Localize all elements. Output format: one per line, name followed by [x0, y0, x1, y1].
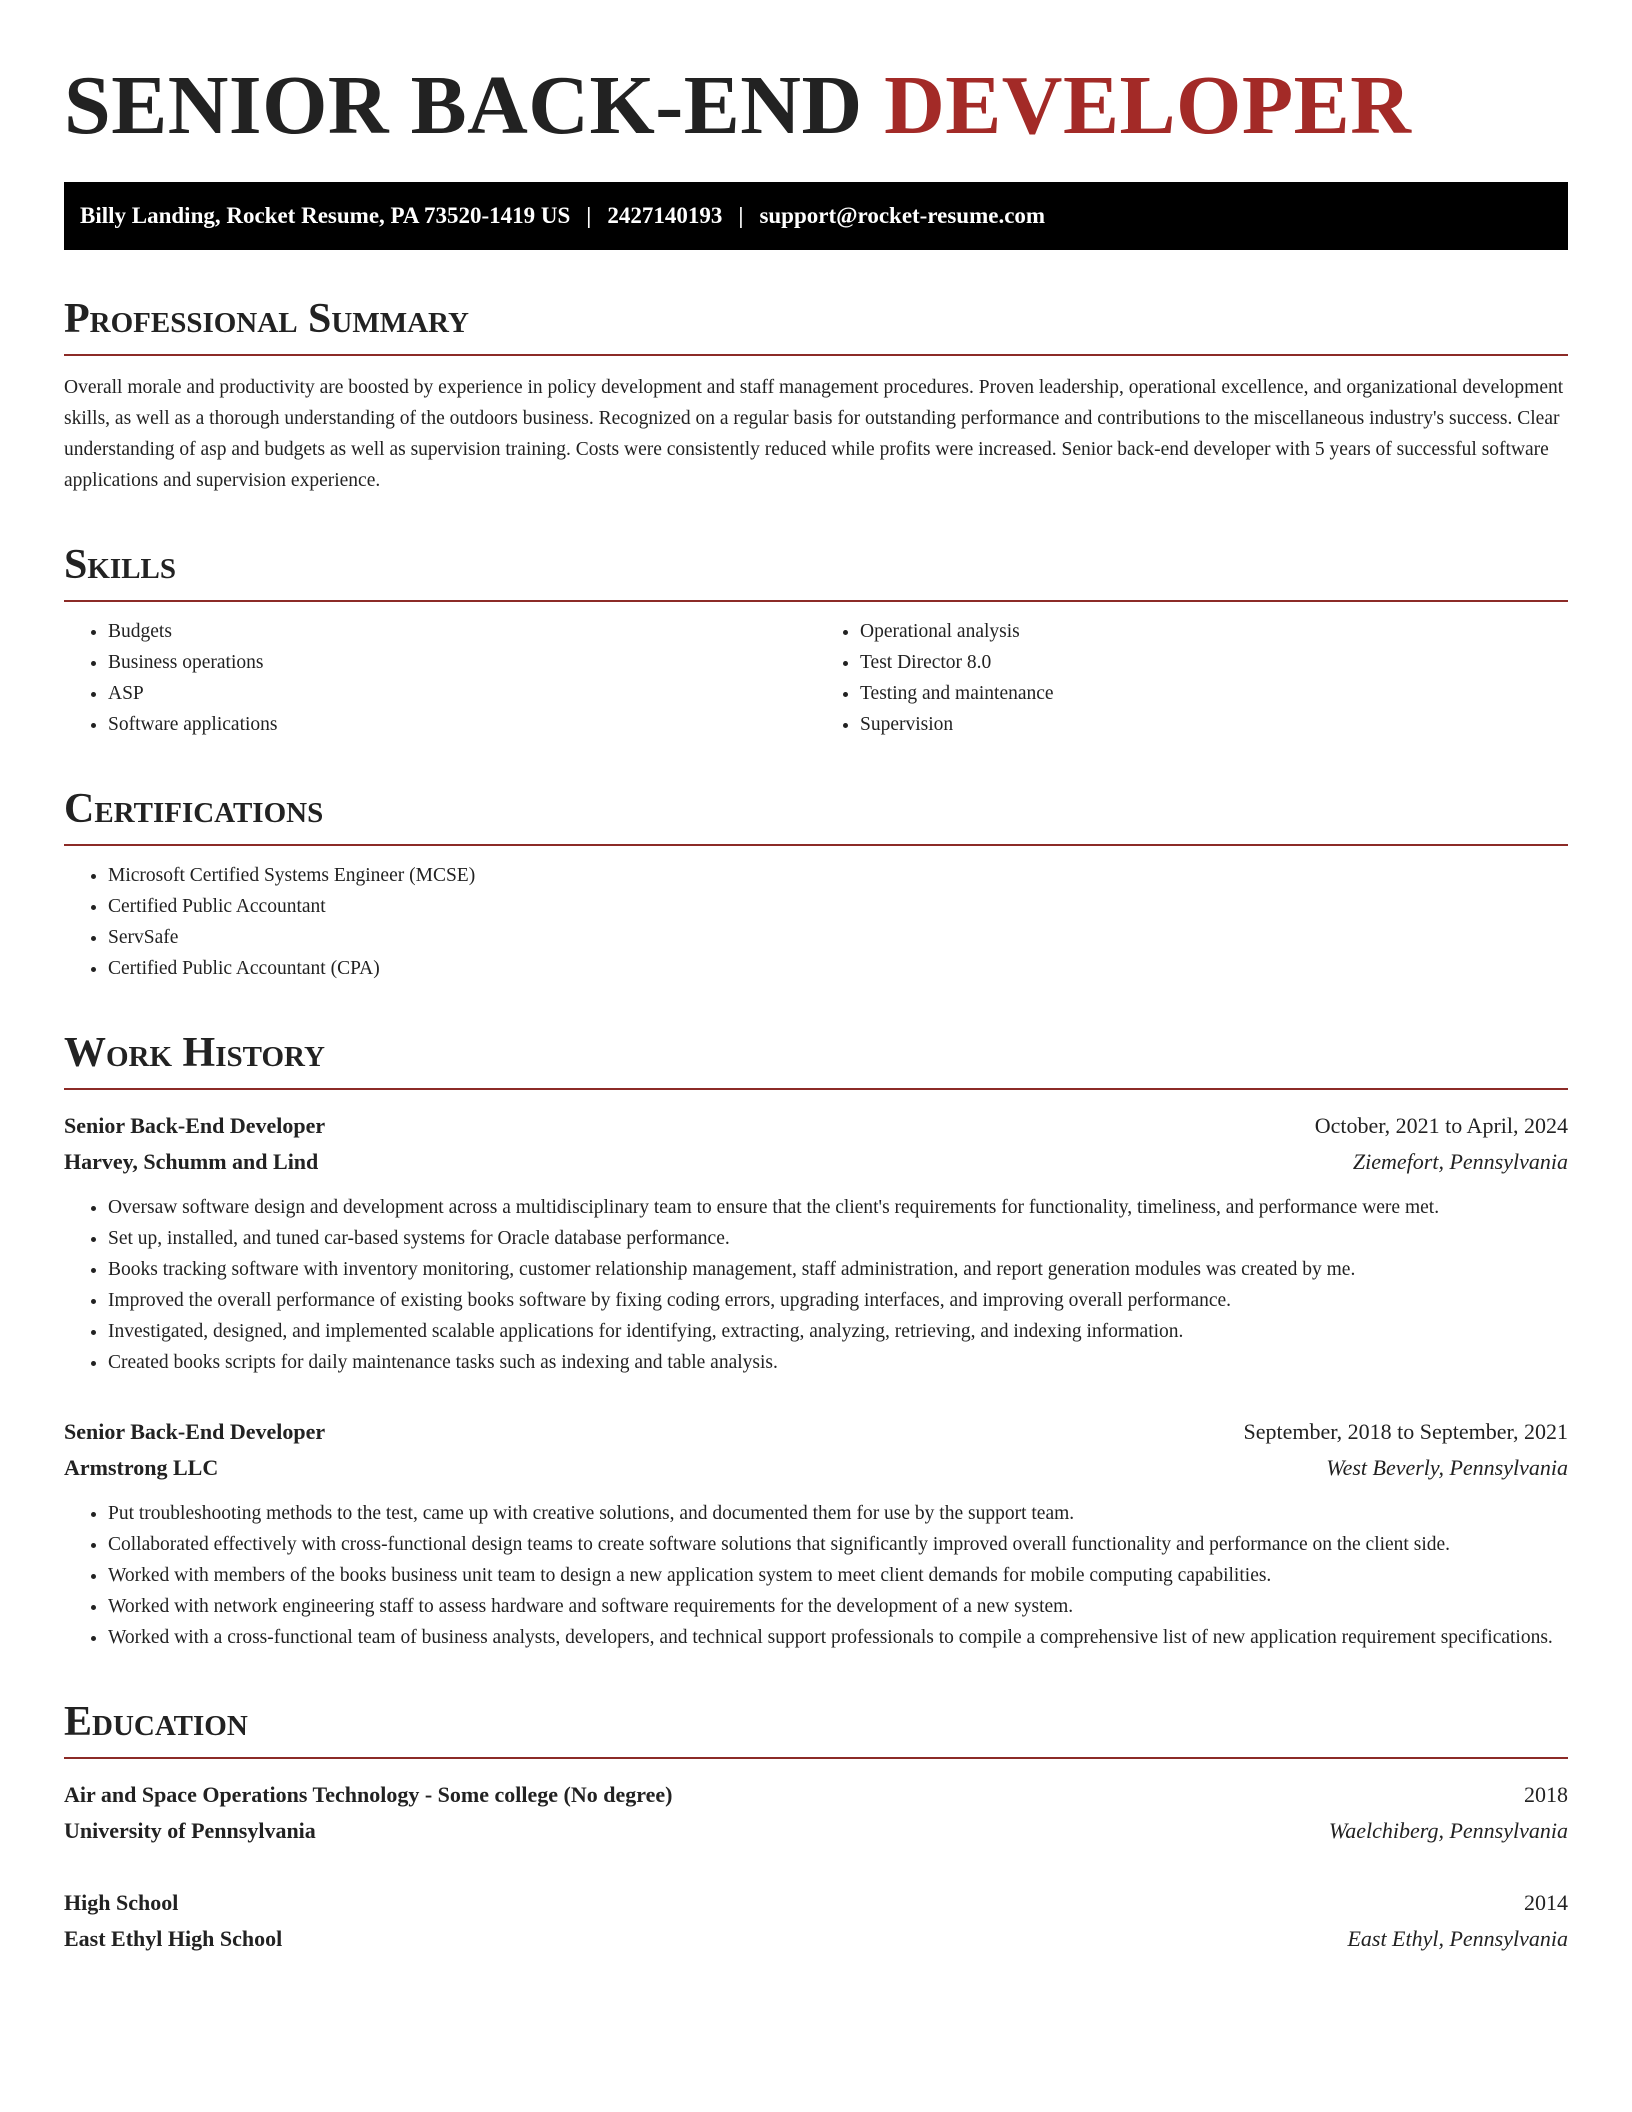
- job-header-row: [64, 1108, 1568, 1144]
- skill-item: • Business operations: [108, 647, 816, 678]
- education-entry: [64, 1885, 1568, 1957]
- certification-item: • Microsoft Certified Systems Engineer (MCSE): [108, 860, 1568, 891]
- education-degree-row: [64, 1885, 1568, 1921]
- job-header-row: [64, 1414, 1568, 1450]
- skills-section: [64, 544, 1568, 740]
- title-main: SENIOR BACK-END: [64, 59, 863, 152]
- job-company-row: [64, 1450, 1568, 1486]
- certifications-list: [64, 860, 1568, 984]
- job-location: West Beverly, Pennsylvania: [1326, 1455, 1568, 1480]
- education-year: 2014: [1524, 1890, 1568, 1915]
- job-dates: September, 2018 to September, 2021: [1243, 1419, 1568, 1444]
- job-company: Harvey, Schumm and Lind: [64, 1149, 319, 1174]
- job-bullet: • Set up, installed, and tuned car-based systems for Oracle database performance.: [108, 1223, 1568, 1254]
- education-year: 2018: [1524, 1782, 1568, 1807]
- skills-list-right: [816, 616, 1568, 740]
- summary-section: [64, 298, 1568, 496]
- skill-item: • Software applications: [108, 709, 816, 740]
- job-title: Senior Back-End Developer: [64, 1419, 326, 1444]
- job-company: Armstrong LLC: [64, 1455, 219, 1480]
- skill-item: • Supervision: [860, 709, 1568, 740]
- skill-item: • Testing and maintenance: [860, 678, 1568, 709]
- skills-grid: [64, 616, 1568, 740]
- job-bullets: [64, 1192, 1568, 1378]
- education-section: [64, 1701, 1568, 1957]
- job-dates: October, 2021 to April, 2024: [1314, 1113, 1568, 1138]
- contact-email[interactable]: support@rocket-resume.com: [759, 203, 1046, 228]
- job-bullets: [64, 1498, 1568, 1653]
- job-company-row: [64, 1144, 1568, 1180]
- summary-text: Overall morale and productivity are boosted by experience in policy development and staff management procedures. Proven leadership, operational excellence, and organizational development skills, as well as a thorough understanding of the outdoors business. Recognized on a regular basis for outstanding performance and contributions to the miscellaneous industry's success. Clear understanding of asp and budgets as well as supervision training. Costs were consistently reduced while profits were increased. Senior back-end developer with 5 years of successful software applications and supervision experience.: [64, 377, 1564, 491]
- certification-item: • Certified Public Accountant: [108, 891, 1568, 922]
- education-location: Waelchiberg, Pennsylvania: [1328, 1818, 1568, 1843]
- skill-item: • Operational analysis: [860, 616, 1568, 647]
- resume-title: [64, 59, 1568, 152]
- job-bullet: • Investigated, designed, and implemented scalable applications for identifying, extracting, analyzing, retrieving, and indexing information.: [108, 1316, 1568, 1347]
- skills-list-left: [64, 616, 816, 740]
- skill-item: • Test Director 8.0: [860, 647, 1568, 678]
- education-school: East Ethyl High School: [64, 1926, 283, 1951]
- job-bullet: • Books tracking software with inventory monitoring, customer relationship management, staff administration, and report generation modules was created by me.: [108, 1254, 1568, 1285]
- job-location: Ziemefort, Pennsylvania: [1352, 1149, 1568, 1174]
- job-entry: [64, 1108, 1568, 1378]
- skills-heading: Skills: [64, 544, 1568, 602]
- job-entry: [64, 1414, 1568, 1653]
- contact-separator: |: [586, 203, 592, 228]
- contact-phone: 2427140193: [607, 203, 723, 228]
- skill-item: • Budgets: [108, 616, 816, 647]
- job-bullet: • Worked with network engineering staff to assess hardware and software requirements for the development of a new system.: [108, 1591, 1568, 1622]
- certifications-heading: Certifications: [64, 788, 1568, 846]
- education-school-row: [64, 1921, 1568, 1957]
- certification-item: • Certified Public Accountant (CPA): [108, 953, 1568, 984]
- job-bullet: • Oversaw software design and development across a multidisciplinary team to ensure that the client's requirements for functionality, timeliness, and performance were met.: [108, 1192, 1568, 1223]
- work-history-heading: Work History: [64, 1032, 1568, 1090]
- education-degree: High School: [64, 1890, 179, 1915]
- job-bullet: • Improved the overall performance of existing books software by fixing coding errors, upgrading interfaces, and improving overall performance.: [108, 1285, 1568, 1316]
- education-degree-row: [64, 1777, 1568, 1813]
- education-location: East Ethyl, Pennsylvania: [1347, 1926, 1568, 1951]
- job-bullet: • Created books scripts for daily maintenance tasks such as indexing and table analysis.: [108, 1347, 1568, 1378]
- education-degree: Air and Space Operations Technology - Some college (No degree): [64, 1782, 673, 1807]
- contact-address: Billy Landing, Rocket Resume, PA 73520-1419 US: [80, 203, 571, 228]
- contact-bar: [64, 182, 1568, 250]
- job-bullet: • Collaborated effectively with cross-functional design teams to create software solutions that significantly improved overall functionality and performance on the client side.: [108, 1529, 1568, 1560]
- job-bullet: • Worked with members of the books business unit team to design a new application system to meet client demands for mobile computing capabilities.: [108, 1560, 1568, 1591]
- contact-separator: |: [738, 203, 744, 228]
- certification-item: • ServSafe: [108, 922, 1568, 953]
- summary-heading: Professional Summary: [64, 298, 1568, 356]
- certifications-section: [64, 788, 1568, 984]
- title-accent: DEVELOPER: [884, 59, 1412, 152]
- job-bullet: • Worked with a cross-functional team of business analysts, developers, and technical support professionals to compile a comprehensive list of new application requirement specifications.: [108, 1622, 1568, 1653]
- education-school-row: [64, 1813, 1568, 1849]
- work-history-section: [64, 1032, 1568, 1653]
- education-entry: [64, 1777, 1568, 1849]
- job-bullet: • Put troubleshooting methods to the test, came up with creative solutions, and documented them for use by the support team.: [108, 1498, 1568, 1529]
- job-title: Senior Back-End Developer: [64, 1113, 326, 1138]
- education-school: University of Pennsylvania: [64, 1818, 316, 1843]
- education-heading: Education: [64, 1701, 1568, 1759]
- skill-item: • ASP: [108, 678, 816, 709]
